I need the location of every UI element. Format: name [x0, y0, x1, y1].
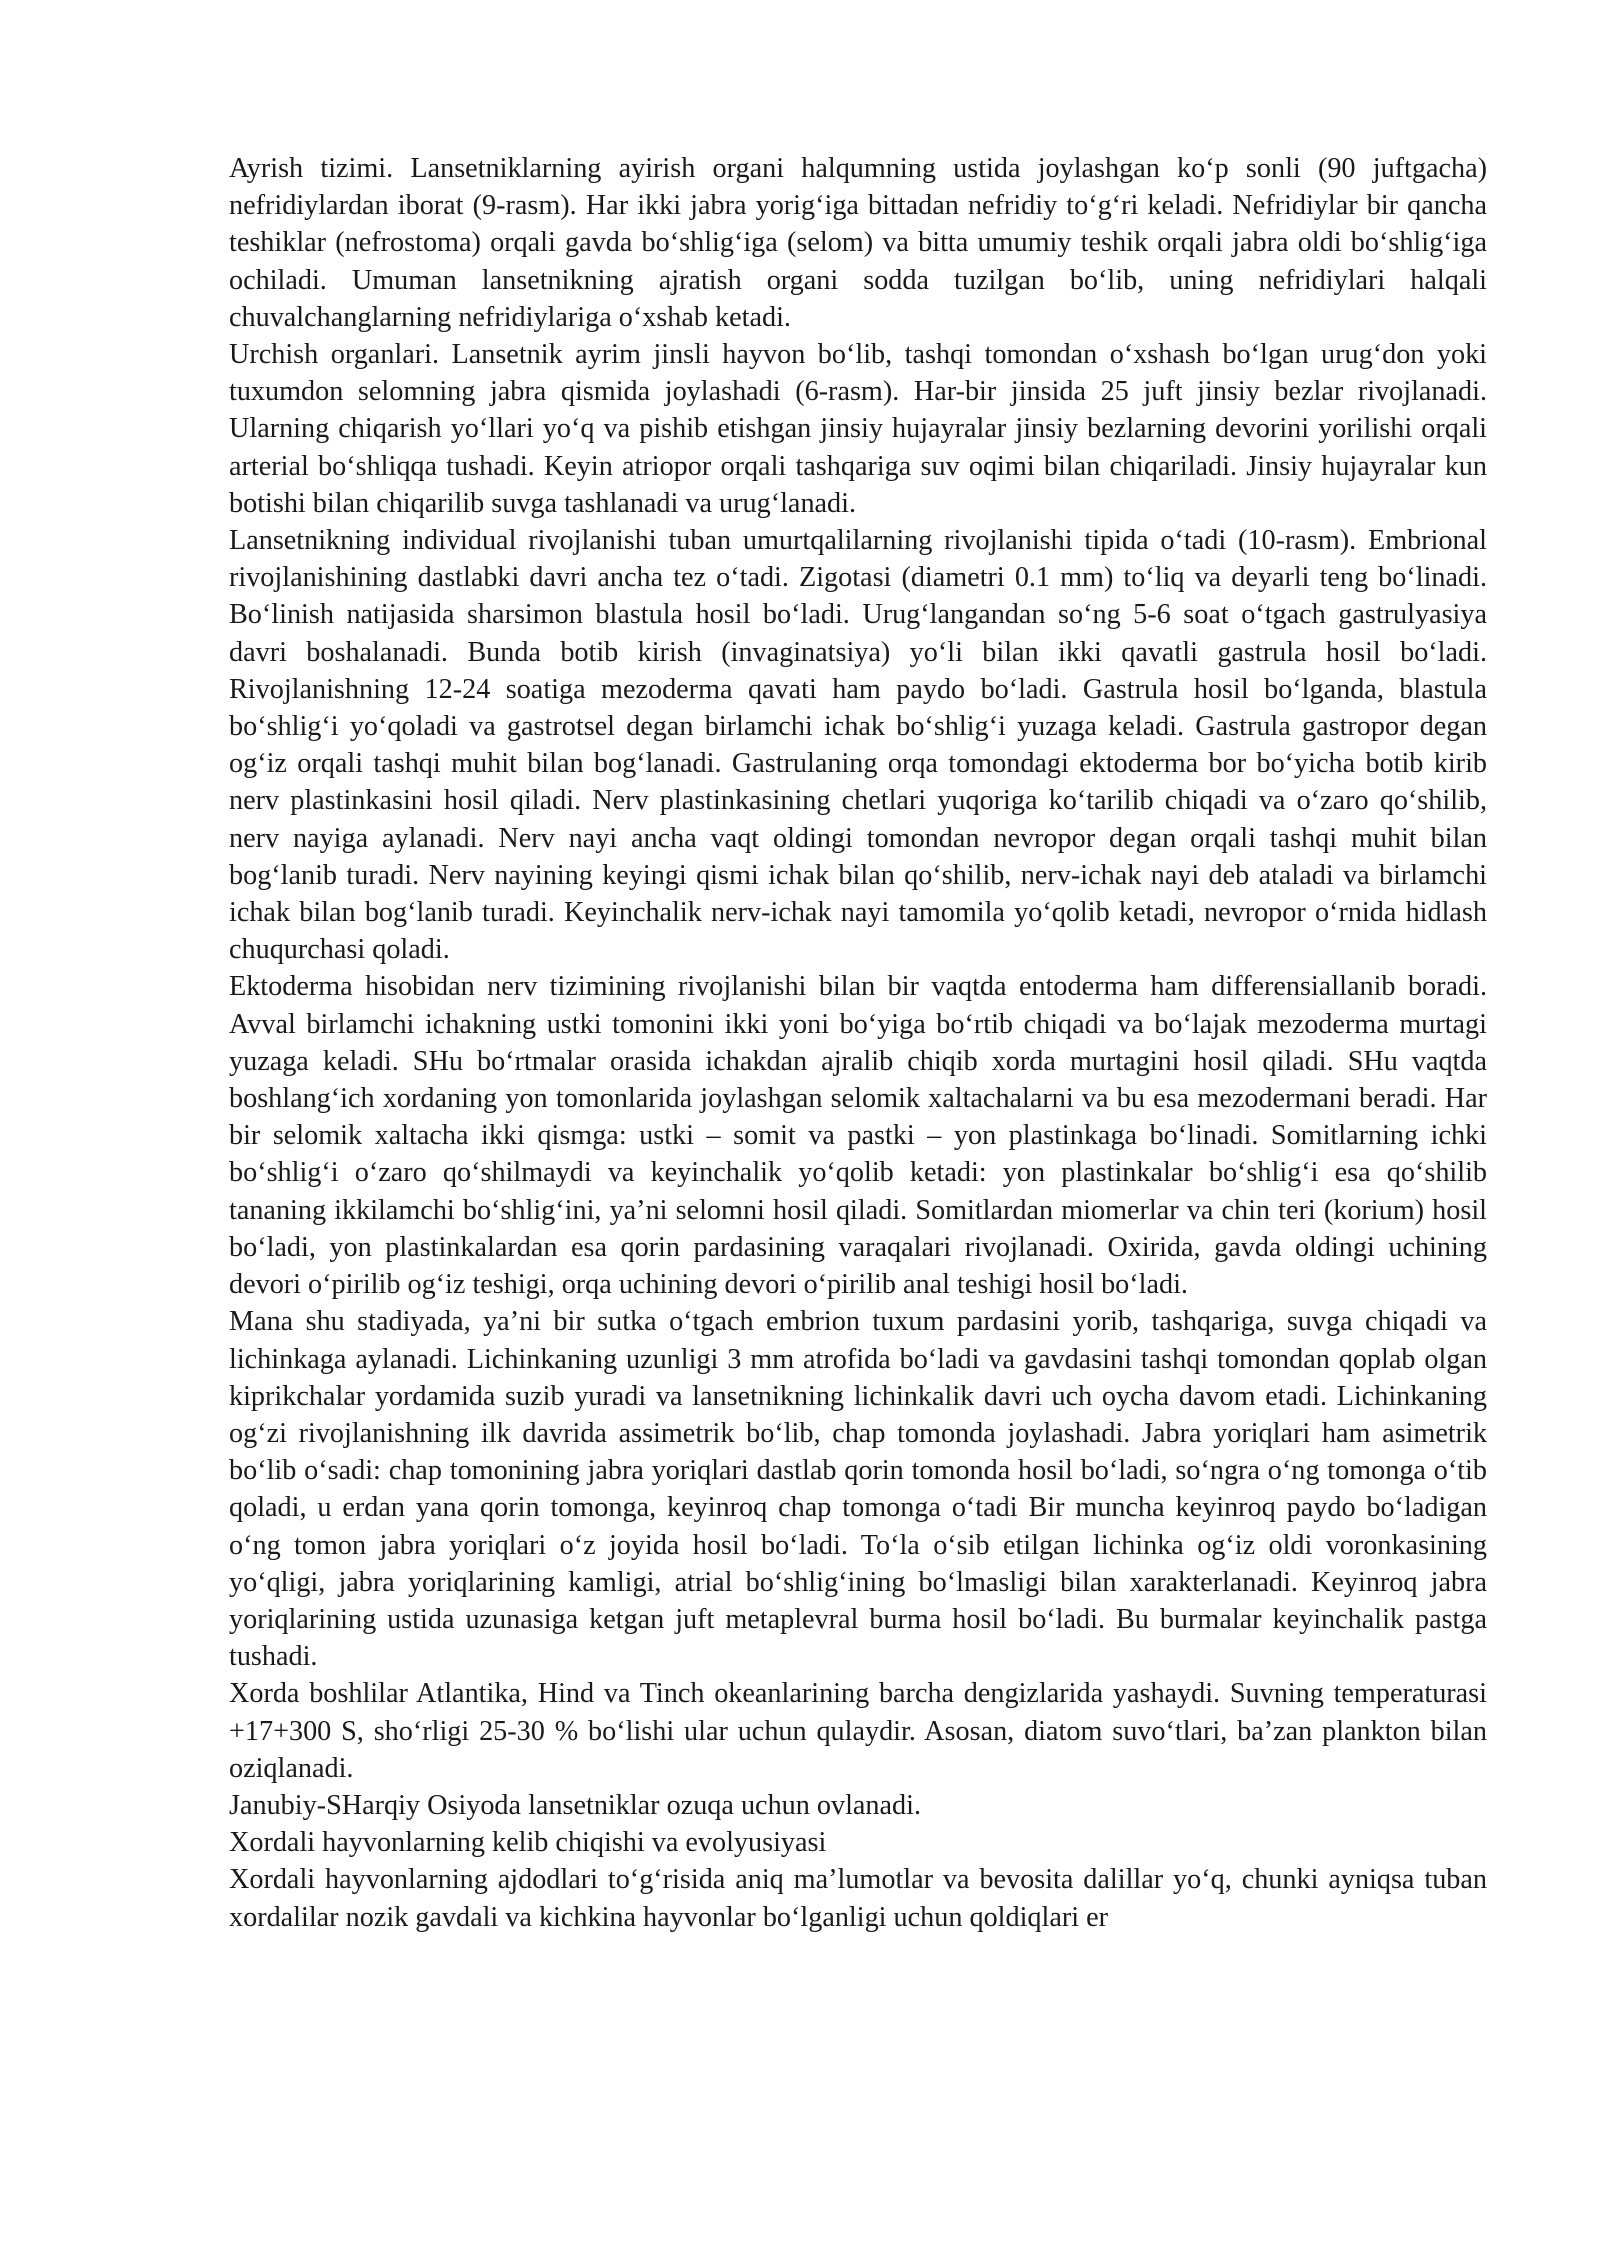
- paragraph-larva-stage: Mana shu stadiyada, ya’ni bir sutka o‘tgach embrion tuxum pardasini yorib, tashqariga, suvga chiqadi va lichinkaga aylanadi. Lichinkaning uzunligi 3 mm atrofida bo‘ladi va gavdasini tashqi tomondan qoplab olgan kiprikchalar yordamida suzib yuradi va lansetnikning lichinkalik davri uch oycha davom etadi. Lichinkaning og‘zi rivojlanishning ilk davrida assimetrik bo‘lib, chap tomonda joylashadi. Jabra yoriqlari ham asimetrik bo‘lib o‘sadi: chap tomonining jabra yoriqlari dastlab qorin tomonda hosil bo‘ladi, so‘ngra o‘ng tomonga o‘tib qoladi, u erdan yana qorin tomonga, keyinroq chap tomonga o‘tadi Bir muncha keyinroq paydo bo‘ladigan o‘ng tomon jabra yoriqlari o‘z joyida hosil bo‘ladi. To‘la o‘sib etilgan lichinka og‘iz oldi voronkasining yo‘qligi, jabra yoriqlarining kamligi, atrial bo‘shlig‘ining bo‘lmasligi bilan xarakterlanadi. Keyinroq jabra yoriqlarining ustida uzunasiga ketgan juft metaplevral burma hosil bo‘ladi. Bu burmalar keyinchalik pastga tushadi.: [229, 1306, 1487, 1673]
- paragraph-habitat: Xorda boshlilar Atlantika, Hind va Tinch okeanlarining barcha dengizlarida yashaydi. Suvning temperaturasi +17+300 S, sho‘rligi 25-30 % bo‘lishi ular uchun qulaydir. Asosan, diatom suvo‘tlari, ba’zan plankton bilan oziqlanadi.: [229, 1678, 1487, 1784]
- paragraph-excretory-system: Ayrish tizimi. Lansetniklarning ayirish organi halqumning ustida joylashgan ko‘p sonli (90 juftgacha) nefridiylardan iborat (9-rasm). Har ikki jabra yorig‘iga bittadan nefridiy to‘g‘ri keladi. Nefridiylar bir qancha teshiklar (nefrostoma) orqali gavda bo‘shlig‘iga (selom) va bitta umumiy teshik orqali jabra oldi bo‘shlig‘iga ochiladi. Umuman lansetnikning ajratish organi sodda tuzilgan bo‘lib, uning nefridiylari halqali chuvalchanglarning nefridiylariga o‘xshab ketadi.: [229, 153, 1487, 333]
- paragraph-chordate-ancestors: Xordali hayvonlarning ajdodlari to‘g‘risida aniq ma’lumotlar va bevosita dalillar yo‘q, chunki ayniqsa tuban xordalilar nozik gavdali va kichkina hayvonlar bo‘lganligi uchun qoldiqlari er: [229, 1864, 1487, 1933]
- section-heading-chordate-origin: Xordali hayvonlarning kelib chiqishi va evolyusiyasi: [229, 1827, 827, 1859]
- paragraph-reproductive-organs: Urchish organlari. Lansetnik ayrim jinsli hayvon bo‘lib, tashqi tomondan o‘xshash bo‘lgan urug‘don yoki tuxumdon selomning jabra qismida joylashadi (6-rasm). Har-bir jinsida 25 juft jinsiy bezlar rivojlanadi. Ularning chiqarish yo‘llari yo‘q va pishib etishgan jinsiy hujayralar jinsiy bezlarning devorini yorilishi orqali arterial bo‘shliqqa tushadi. Keyin atriopor orqali tashqariga suv oqimi bilan chiqariladi. Jinsiy hujayralar kun botishi bilan chiqarilib suvga tashlanadi va urug‘lanadi.: [229, 339, 1487, 519]
- paragraph-entoderm-differentiation: Ektoderma hisobidan nerv tizimining rivojlanishi bilan bir vaqtda entoderma ham differensiallanib boradi. Avval birlamchi ichakning ustki tomonini ikki yoni bo‘yiga bo‘rtib chiqadi va bo‘lajak mezoderma murtagi yuzaga keladi. SHu bo‘rtmalar orasida ichakdan ajralib chiqib xorda murtagini hosil qiladi. SHu vaqtda boshlang‘ich xordaning yon tomonlarida joylashgan selomik xaltachalarni va bu esa mezodermani beradi. Har bir selomik xaltacha ikki qismga: ustki – somit va pastki – yon plastinkaga bo‘linadi. Somitlarning ichki bo‘shlig‘i o‘zaro qo‘shilmaydi va keyinchalik yo‘qolib ketadi: yon plastinkalar bo‘shlig‘i esa qo‘shilib tananing ikkilamchi bo‘shlig‘ini, ya’ni selomni hosil qiladi. Somitlardan miomerlar va chin teri (korium) hosil bo‘ladi, yon plastinkalardan esa qorin pardasining varaqalari rivojlanadi. Oxirida, gavda oldingi uchining devori o‘pirilib og‘iz teshigi, orqa uchining devori o‘pirilib anal teshigi hosil bo‘ladi.: [229, 971, 1487, 1301]
- document-page: [229, 150, 1487, 1936]
- paragraph-individual-development: Lansetnikning individual rivojlanishi tuban umurtqalilarning rivojlanishi tipida o‘tadi (10-rasm). Embrional rivojlanishining dastlabki davri ancha tez o‘tadi. Zigotasi (diametri 0.1 mm) to‘liq va deyarli teng bo‘linadi. Bo‘linish natijasida sharsimon blastula hosil bo‘ladi. Urug‘langandan so‘ng 5-6 soat o‘tgach gastrulyasiya davri boshalanadi. Bunda botib kirish (invaginatsiya) yo‘li bilan ikki qavatli gastrula hosil bo‘ladi. Rivojlanishning 12-24 soatiga mezoderma qavati ham paydo bo‘ladi. Gastrula hosil bo‘lganda, blastula bo‘shlig‘i yo‘qoladi va gastrotsel degan birlamchi ichak bo‘shlig‘i yuzaga keladi. Gastrula gastropor degan og‘iz orqali tashqi muhit bilan bog‘lanadi. Gastrulaning orqa tomondagi ektoderma bor bo‘yicha botib kirib nerv plastinkasini hosil qiladi. Nerv plastinkasining chetlari yuqoriga ko‘tarilib chiqadi va o‘zaro qo‘shilib, nerv nayiga aylanadi. Nerv nayi ancha vaqt oldingi tomondan nevropor degan orqali tashqi muhit bilan bog‘lanib turadi. Nerv nayining keyingi qismi ichak bilan qo‘shilib, nerv-ichak nayi deb ataladi va birlamchi ichak bilan bog‘lanib turadi. Keyinchalik nerv-ichak nayi tamomila yo‘qolib ketadi, nevropor o‘rnida hidlash chuqurchasi qoladi.: [229, 525, 1487, 966]
- paragraph-fishing: Janubiy-SHarqiy Osiyoda lansetniklar ozuqa uchun ovlanadi.: [229, 1789, 921, 1821]
